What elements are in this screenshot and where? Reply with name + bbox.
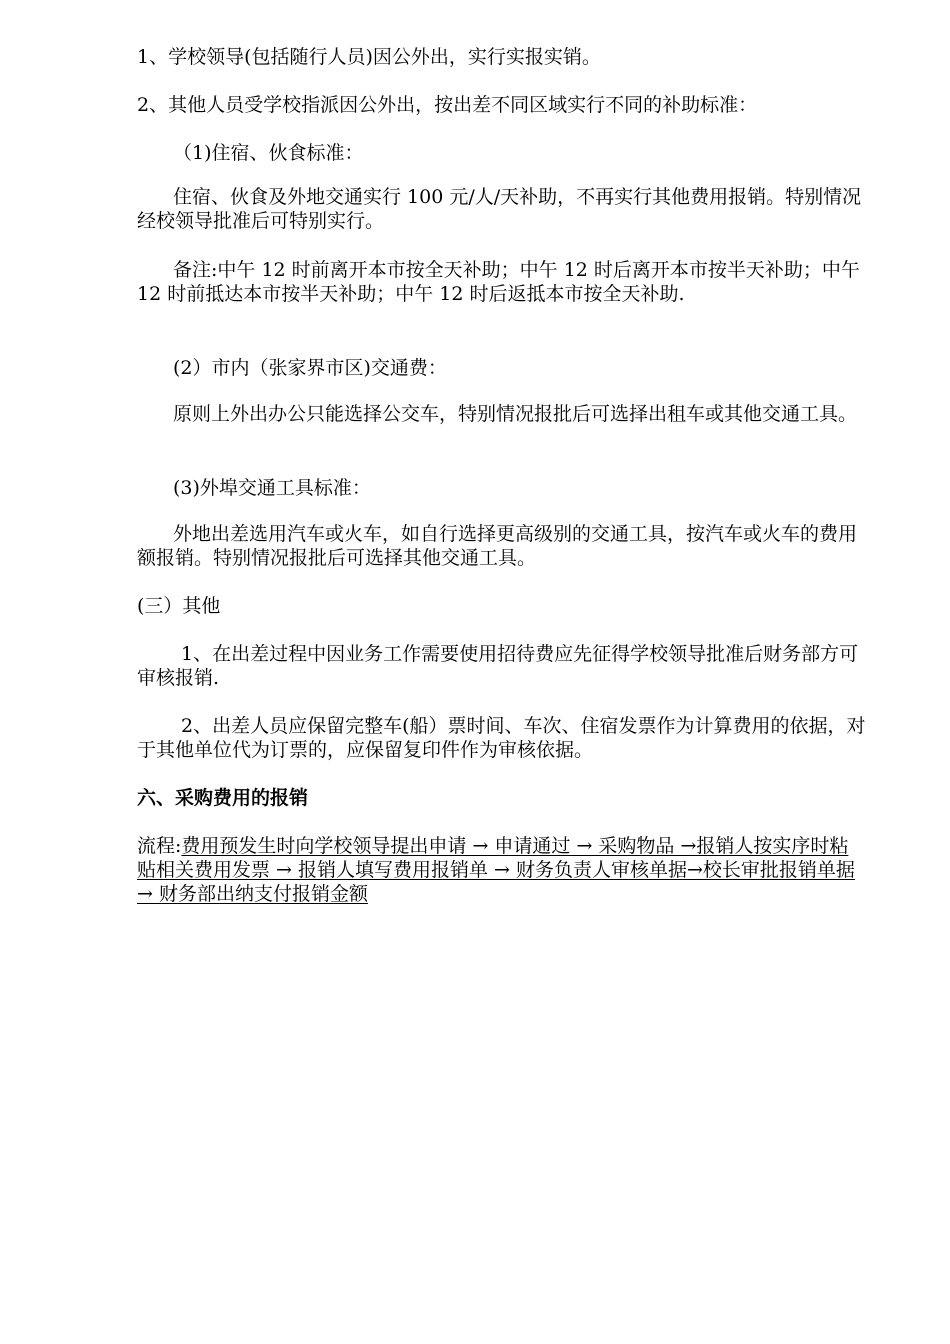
flow-label: 流程: [137,835,182,857]
sub2-body: 原则上外出办公只能选择公交车，特别情况报批后可选择出租车或其他交通工具。 [173,403,858,425]
item-leader-reimbursement: 1、学校领导(包括随行人员)因公外出，实行实报实销。 [137,46,601,68]
flow-steps: 费用预发生时向学校领导提出申请 → 申请通过 → 采购物品 →报销人按实序时粘贴相关费用发票 → 报销人填写费用报销单 → 财务负责人审核单据→校长审批报销单据 → 财务部出纳支付报销金额 [137,835,855,905]
sub1-body: 住宿、伙食及外地交通实行 100 元/人/天补助，不再实行其他费用报销。特别情况经校领导批准后可特别实行。 [137,186,862,232]
other-item-1: 1、在出差过程中因业务工作需要使用招待费应先征得学校领导批准后财务部方可审核报销. [137,643,859,689]
sub3-body: 外地出差选用汽车或火车，如自行选择更高级别的交通工具，按汽车或火车的费用额报销。特别情况报批后可选择其他交通工具。 [137,523,858,569]
item-other-staff-standard: 2、其他人员受学校指派因公外出，按出差不同区域实行不同的补助标准： [137,94,758,116]
procurement-flow [137,834,867,906]
other-item-2: 2、出差人员应保留完整车(船）票时间、车次、住宿发票作为计算费用的依据，对于其他单位代为订票的，应保留复印件作为审核依据。 [137,715,866,761]
sub1-note: 备注:中午 12 时前离开本市按全天补助；中午 12 时后离开本市按半天补助；中午 12 时前抵达本市按半天补助；中午 12 时后返抵本市按全天补助. [137,259,860,305]
section6-title: 六、采购费用的报销 [137,787,309,809]
sub2-title: (2）市内（张家界市区)交通费： [173,357,447,379]
sub3-title: (3)外埠交通工具标准： [173,477,371,499]
sub1-title: （1)住宿、伙食标准： [173,142,364,164]
section-other-heading: (三）其他 [137,595,221,617]
